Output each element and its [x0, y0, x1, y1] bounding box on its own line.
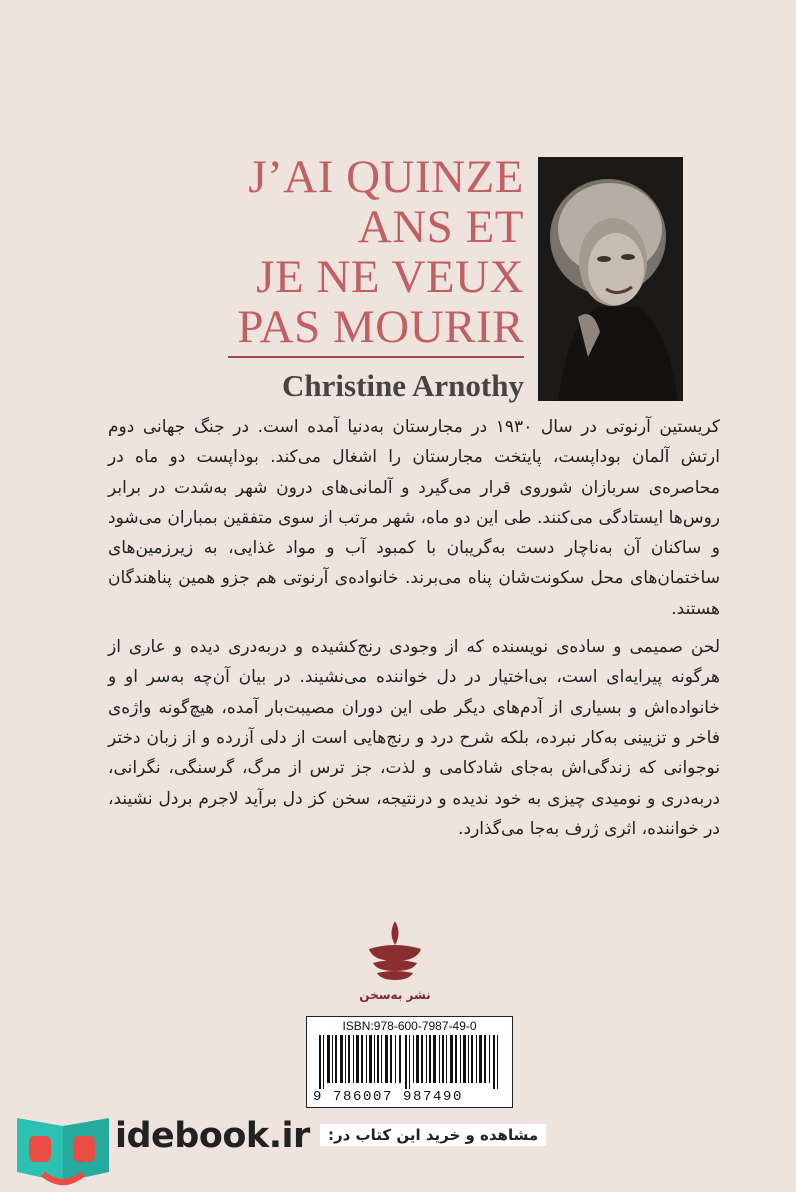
isbn-label: ISBN:978-600-7987-49-0 [342, 1019, 477, 1033]
title-line-1: J’AI QUINZE [248, 151, 524, 203]
book-icon [13, 1110, 113, 1190]
publisher-name: نشر به‌سخن [359, 988, 431, 1002]
book-description [108, 412, 720, 852]
watermark-cta: مشاهده و خرید این کتاب در: [320, 1124, 546, 1146]
site-watermark[interactable] [5, 1102, 565, 1192]
barcode-digits: 9 786007 987490 [313, 1089, 464, 1105]
title-line-3: JE NE VEUX [256, 251, 524, 303]
author-name: Christine Arnothy [282, 368, 524, 403]
description-paragraph-1: کریستین آرنوتی در سال ۱۹۳۰ در مجارستان به‌دنیا آمده است. در جنگ جهانی دوم ارتش آلمان بوداپست، پایتخت مجارستان را اشغال می‌کند. بوداپست دو ماه در محاصره‌ی سربازان شوروی قرار می‌گیرد و آلمانی‌های درون شهر به‌شدت در برابر روس‌ها ایستادگی می‌کنند. طی این دو ماه، شهر مرتب از سوی متفقین بمباران می‌شود و ساکنان آن به‌ناچار دست به‌گریبان با کمبود آب و مواد غذایی، به زیرزمین‌های ساختمان‌های محل سکونت‌شان پناه می‌برند. خانواده‌ی آرنوتی هم جزو همین پناهندگان هستند. [108, 417, 721, 619]
watermark-brand: idebook.ir [115, 1116, 310, 1156]
description-paragraph-2: لحن صمیمی و ساده‌ی نویسنده که از وجودی رنج‌کشیده و دربه‌دری دیده و عاری از هرگونه پیرایه‌ای است، بی‌اختیار در دل خواننده می‌نشیند. در بیان آن‌چه به‌سر او و خانواده‌اش و بسیاری از آدم‌های دیگر طی این دوران مصیبت‌بار آمده، هیچ‌گونه واژه‌ی فاخر و تزیینی به‌کار نبرده، بلکه شرح درد و رنج‌هایی است از دلی آزرده و از زبان دختر نوجوانی که زندگی‌اش به‌جای شادکامی و لذت، جز ترس از مرگ، گرسنگی، نگرانی، دربه‌دری و نومیدی چیزی به خود ندیده و درنتیجه، سخن کز دل برآید لاجرم بردل نشیند، در خواننده، اثری ژرف به‌جا می‌گذارد. [108, 637, 720, 839]
book-title [200, 152, 524, 352]
title-line-2: ANS ET [357, 201, 524, 253]
title-divider [228, 356, 524, 358]
title-line-4: PAS MOURIR [237, 301, 524, 353]
barcode-bars [315, 1035, 505, 1089]
isbn-barcode [306, 1016, 513, 1108]
author-photo [538, 157, 683, 401]
